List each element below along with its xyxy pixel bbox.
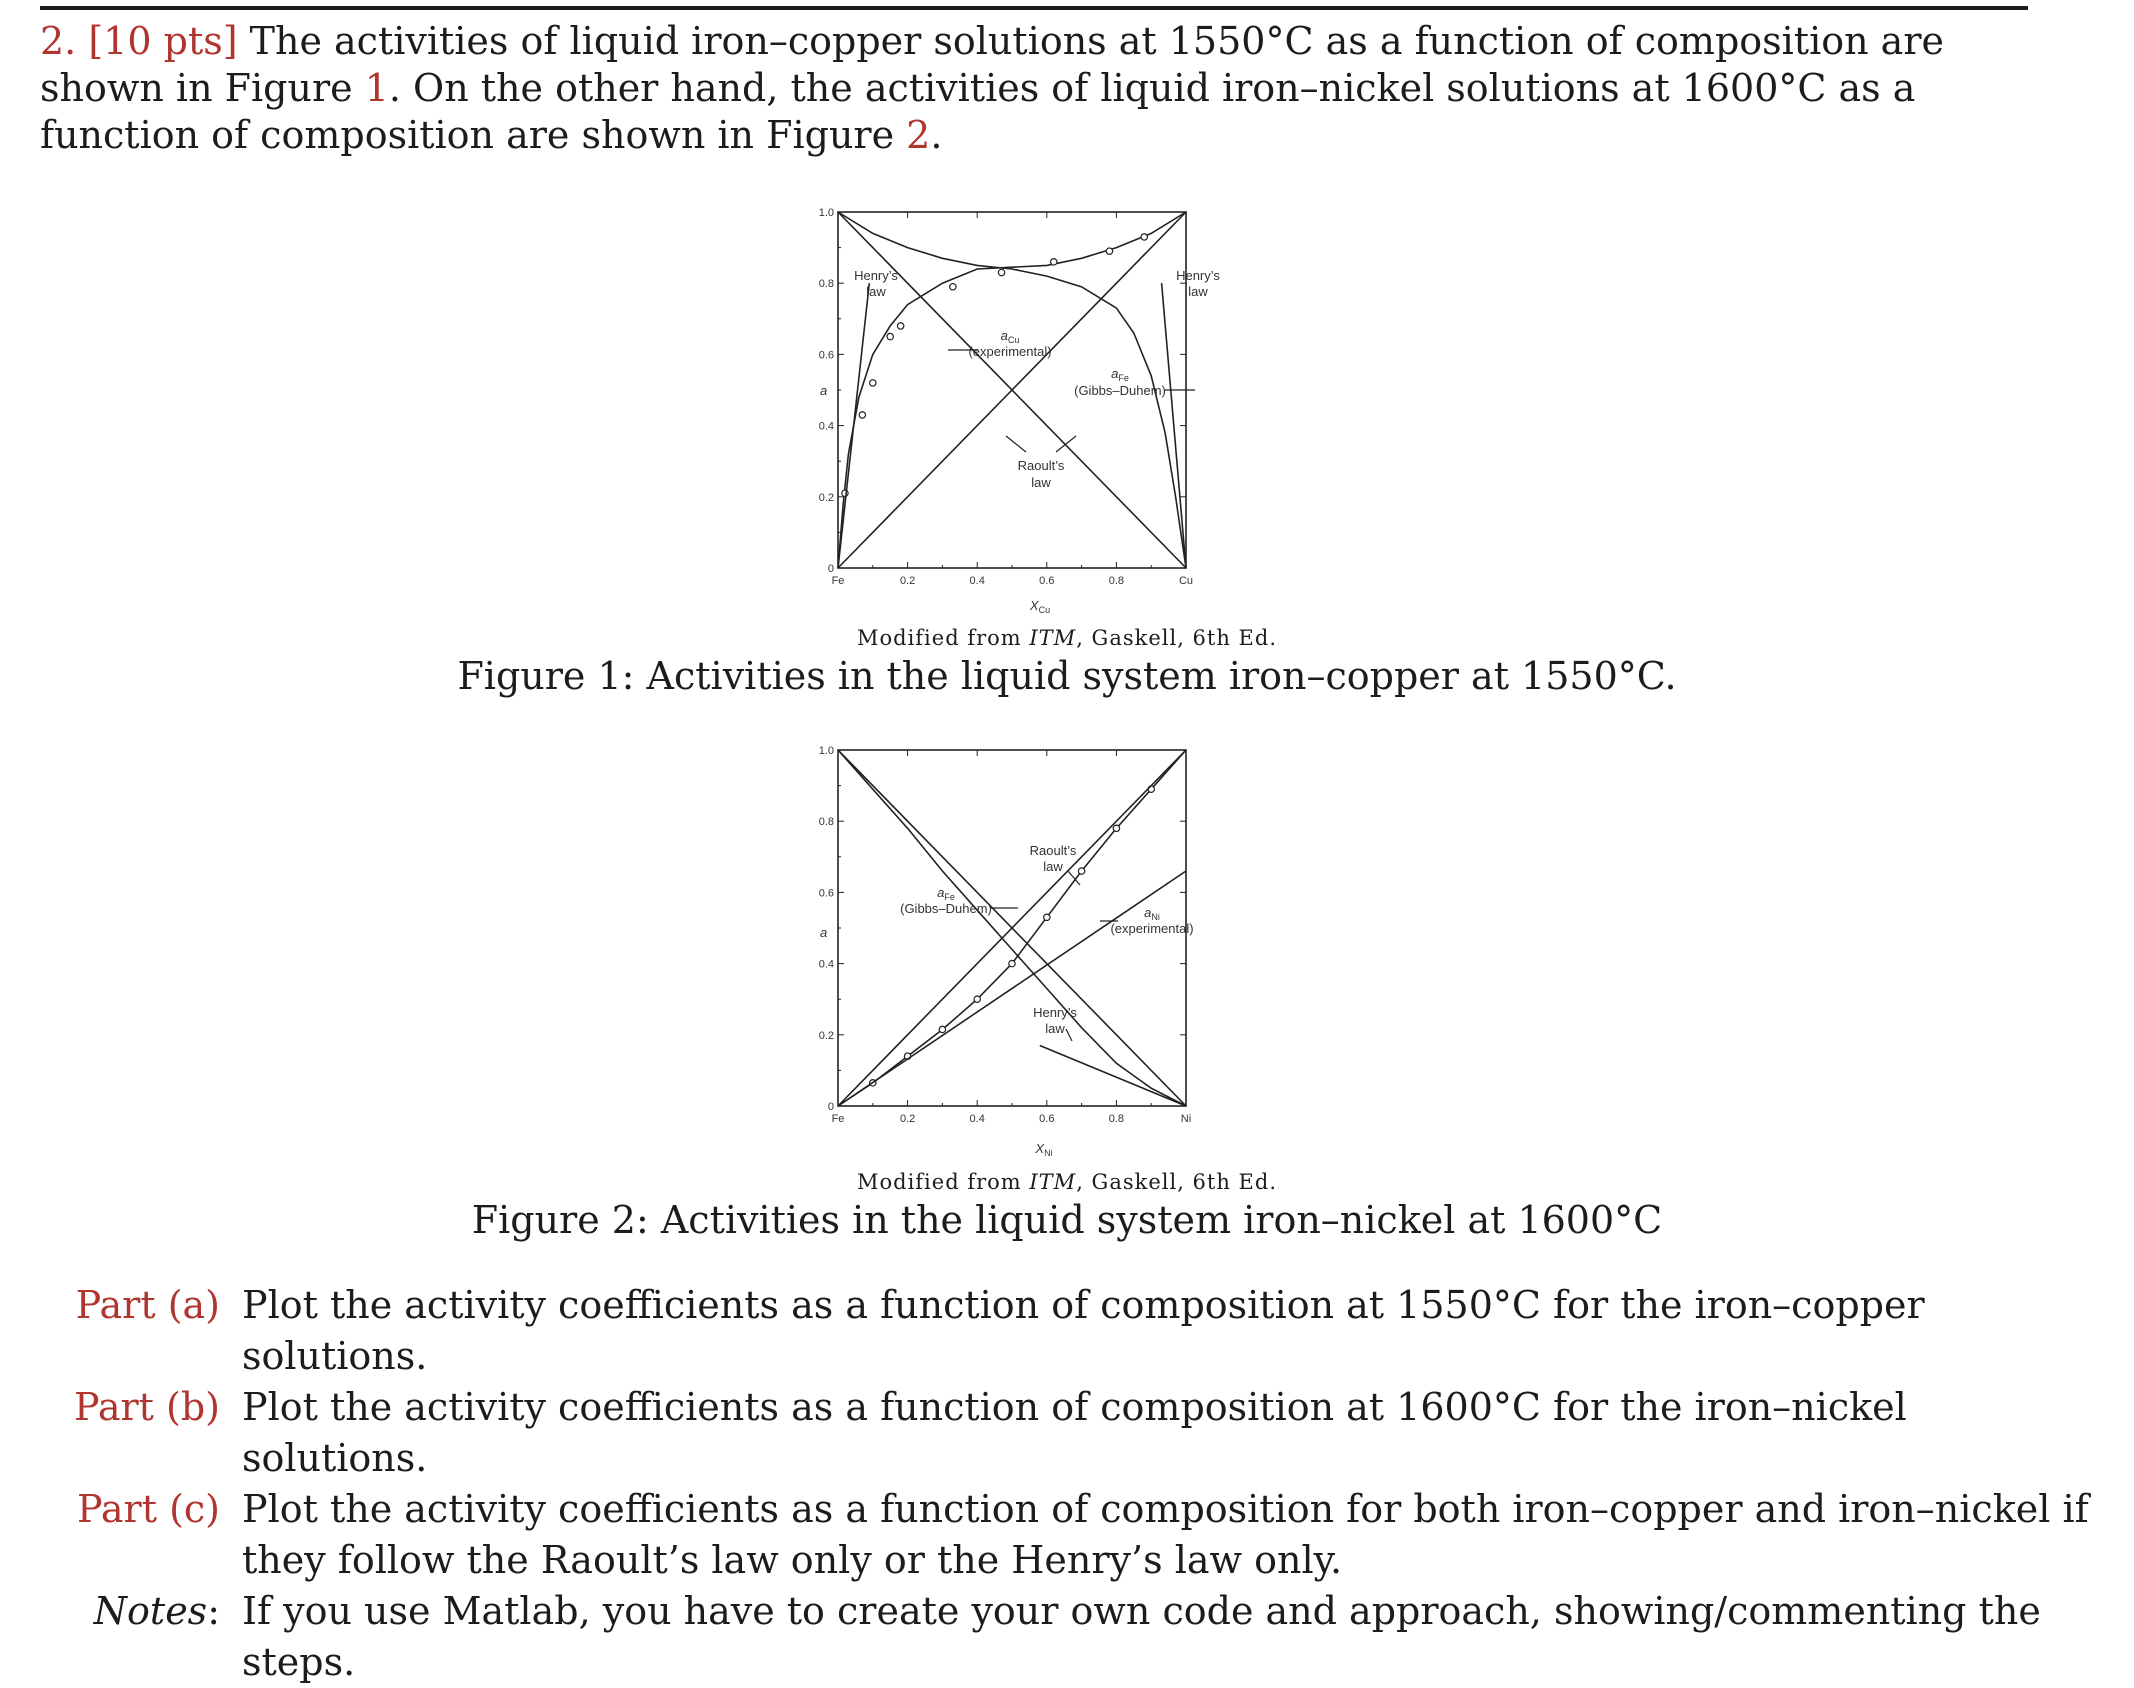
henry-arrow	[1066, 1029, 1072, 1041]
y-tick-label: 0.8	[818, 816, 834, 829]
series-line-henry-s-law-ni	[838, 871, 1186, 1106]
raoults-law-label: Raoult’s	[1017, 458, 1065, 473]
y-axis-label: a	[820, 925, 828, 940]
afe-label: $a_{Fe}$	[937, 885, 955, 902]
series-line-henry-s-law-fe	[1040, 1046, 1186, 1107]
data-point-experimental-points-a-cu	[1106, 248, 1112, 254]
intro-text-2: . On the other hand, the activities of liquid iron–nickel solutions at 1600°C as a function of composition are shown in Figure	[40, 66, 1916, 157]
x-tick-label: 0.2	[899, 575, 916, 587]
x-end-label-left: Fe	[831, 1113, 845, 1125]
credit-book: ITM	[1029, 626, 1077, 650]
figure-ref-2[interactable]: 2	[906, 113, 931, 157]
data-point-experimental-points-a-cu	[859, 412, 865, 418]
data-point-experimental-points-a-ni	[1009, 960, 1015, 966]
notes-label	[40, 1586, 242, 1688]
x-tick-label: 0.4	[969, 575, 985, 587]
figure-ref-1[interactable]: 1	[364, 66, 389, 110]
henrys-law-label-fe-2: law	[1188, 284, 1208, 299]
y-tick-label: 0.2	[818, 491, 834, 504]
x-tick-label: 0.6	[1039, 1113, 1055, 1125]
x-axis-label: $X_{Ni}$	[1035, 1141, 1053, 1158]
problem-points: [10 pts]	[88, 19, 238, 63]
part-b-label: Part (b)	[73, 1385, 220, 1429]
henrys-law-label-cu: Henry’s	[854, 268, 898, 283]
x-end-label-left: Fe	[831, 575, 845, 587]
data-point-experimental-points-a-ni	[974, 996, 980, 1002]
y-tick-label: 1.0	[818, 207, 834, 219]
x-axis-label: $X_{Cu}$	[1029, 598, 1051, 615]
raoults-law-label-2: law	[1031, 475, 1051, 490]
x-tick-label: 0.6	[1039, 575, 1055, 587]
raoult-arrow	[1068, 871, 1080, 885]
y-tick-label: 0.8	[818, 278, 834, 291]
y-tick-label: 0.2	[818, 1029, 834, 1042]
afe-gibbs-duhem-label: (Gibbs–Duhem)	[900, 901, 992, 916]
part-b	[40, 1382, 2100, 1484]
problem-statement	[40, 18, 2030, 159]
y-tick-label: 0	[827, 563, 834, 575]
henrys-law-label-cu-2: law	[866, 284, 886, 299]
figure-2-fe-ni-activities	[800, 745, 1280, 1165]
figure-2-caption: Figure 2: Activities in the liquid system iron–nickel at 1600°C	[471, 1198, 1663, 1242]
henrys-law-label: Henry’s	[1033, 1005, 1077, 1020]
x-tick-label: 0.2	[899, 1113, 916, 1125]
notes-text: If you use Matlab, you have to create your own code and approach, showing/commenting the steps.	[242, 1589, 2041, 1684]
acu-label: $a_{Cu}$	[1000, 328, 1020, 345]
afe-gibbs-duhem-label: (Gibbs–Duhem)	[1074, 383, 1166, 398]
problem-number: 2.	[40, 19, 77, 63]
y-tick-label: 0.4	[818, 420, 834, 433]
afe-label: $a_{Fe}$	[1111, 366, 1129, 383]
ani-experimental-label: (experimental)	[1110, 921, 1194, 936]
part-c-text: Plot the activity coefficients as a function of composition for both iron–copper and iron–nickel if they follow the Raoult’s law only or the Henry’s law only.	[242, 1487, 2089, 1582]
part-b-text: Plot the activity coefficients as a function of composition at 1600°C for the iron–nickel solutions.	[242, 1385, 1907, 1480]
credit-suffix: , Gaskell, 6th Ed.	[1076, 1170, 1277, 1194]
data-point-experimental-points-a-cu	[950, 284, 956, 290]
y-tick-label: 0.6	[818, 887, 834, 900]
x-end-label-right: Cu	[1178, 575, 1194, 587]
figure-1-credit	[0, 626, 2134, 650]
part-c	[40, 1484, 2100, 1586]
data-point-experimental-points-a-cu	[998, 269, 1004, 275]
raoult-arrow-left	[1006, 436, 1026, 452]
figure-1-fe-cu-activities	[800, 200, 1280, 620]
raoults-law-label: Raoult’s	[1029, 843, 1077, 858]
credit-prefix: Modified from	[856, 626, 1030, 650]
notes	[40, 1586, 2100, 1688]
x-tick-label: 0.4	[969, 1113, 985, 1125]
credit-prefix: Modified from	[856, 1170, 1030, 1194]
data-point-experimental-points-a-cu	[870, 380, 876, 386]
intro-text-1: The activities of liquid iron–copper solutions at 1550°C as a function of composition are shown in Figure	[40, 19, 1944, 110]
data-point-experimental-points-a-cu	[1051, 259, 1057, 265]
x-tick-label: 0.8	[1108, 1113, 1125, 1125]
data-point-experimental-points-a-cu	[887, 333, 893, 339]
data-point-experimental-points-a-cu	[897, 323, 903, 329]
question-parts	[40, 1280, 2100, 1688]
henrys-law-label-fe: Henry’s	[1176, 268, 1220, 283]
data-point-experimental-points-a-cu	[1141, 234, 1147, 240]
part-a-text: Plot the activity coefficients as a function of composition at 1550°C for the iron–copper solutions.	[242, 1283, 1925, 1378]
y-tick-label: 0	[827, 1101, 834, 1113]
y-tick-label: 0.6	[818, 349, 834, 362]
ani-label: $a_{Ni}$	[1144, 905, 1160, 922]
top-rule	[40, 6, 2028, 10]
part-c-label: Part (c)	[77, 1487, 220, 1531]
data-point-experimental-points-a-ni	[1113, 825, 1119, 831]
data-point-experimental-points-a-ni	[939, 1026, 945, 1032]
figure-2-chart	[800, 745, 1280, 1165]
notes-colon: :	[207, 1589, 220, 1633]
data-point-experimental-points-a-ni	[1044, 914, 1050, 920]
y-tick-label: 0.4	[818, 958, 834, 971]
henrys-law-label-2: law	[1045, 1021, 1065, 1036]
credit-book: ITM	[1029, 1170, 1077, 1194]
credit-suffix: , Gaskell, 6th Ed.	[1076, 626, 1277, 650]
part-a	[40, 1280, 2100, 1382]
raoults-law-label-2: law	[1043, 859, 1063, 874]
figure-2-credit	[0, 1170, 2134, 1194]
x-tick-label: 0.8	[1108, 575, 1125, 587]
figure-1-caption: Figure 1: Activities in the liquid system iron–copper at 1550°C.	[457, 654, 1677, 698]
y-tick-label: 1.0	[818, 745, 834, 757]
notes-label-text: Notes	[93, 1589, 208, 1633]
intro-text-3: .	[930, 113, 943, 157]
acu-experimental-label: (experimental)	[968, 344, 1052, 359]
part-a-label: Part (a)	[75, 1283, 220, 1327]
figure-1-chart	[800, 200, 1280, 620]
data-point-experimental-points-a-ni	[1078, 868, 1084, 874]
y-axis-label: a	[820, 383, 828, 398]
x-end-label-right: Ni	[1180, 1113, 1192, 1125]
